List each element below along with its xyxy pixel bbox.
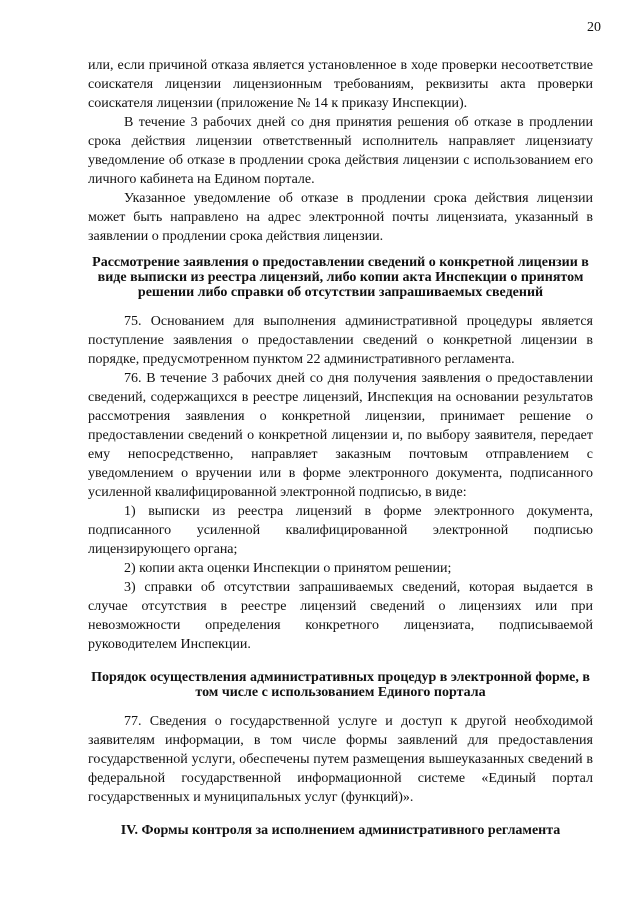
section-heading-electronic-form: Порядок осуществления административных процедур в электронной форме, в том числе с использованием Единого портала — [91, 670, 590, 700]
list-item-1: 1) выписки из реестра лицензий в форме электронного документа, подписанного усиленной квалифицированной электронной подписью лицензирующего органа; — [88, 504, 593, 557]
paragraph-76: 76. В течение 3 рабочих дней со дня получения заявления о предоставлении сведений, содержащихся в реестре лицензий, Инспекция на основании результатов рассмотрения заявления о конкретной лицензии, принимает решение о предоставлении сведений о конкретной лицензии и, по выбору заявителя, передает ему непосредственно, направляет заказным почтовым отправлением с уведомлением о вручении или в форме электронного документа, подписанного усиленной квалифицированной электронной подписью, в виде: — [88, 371, 593, 500]
list-item-2: 2) копии акта оценки Инспекции о принятом решении; — [124, 561, 452, 576]
page-number: 20 — [587, 20, 601, 35]
paragraph-refusal-notice: В течение 3 рабочих дней со дня принятия решения об отказе в продлении срока действия лицензии ответственный исполнитель направляет лицензиату уведомление об отказе в продлении срока действия лицензии с использованием его личного кабинета на Едином портале. — [88, 115, 593, 187]
paragraph-email-notice: Указанное уведомление об отказе в продлении срока действия лицензии может быть направлено на адрес электронной почты лицензиата, указанный в заявлении о продлении срока действия лицензии. — [88, 191, 593, 244]
paragraph-continuation: или, если причиной отказа является установленное в ходе проверки несоответствие соискателя лицензии лицензионным требованиям, реквизиты акта проверки соискателя лицензии (приложение № 14 к приказу Инспекции). — [88, 58, 593, 111]
section-heading-license-info: Рассмотрение заявления о предоставлении сведений о конкретной лицензии в виде выписки из реестра лицензий, либо копии акта Инспекции о принятом решении либо справки об отсутствии запрашиваемых сведений — [92, 255, 589, 300]
chapter-heading-iv: IV. Формы контроля за исполнением административного регламента — [120, 823, 561, 838]
paragraph-77: 77. Сведения о государственной услуге и доступ к другой необходимой заявителям информации, в том числе формы заявлений для предоставления государственной услуги, обеспечены путем размещения вышеуказанных сведений в федеральной государственной информационной системе «Единый портал государственных и муниципальных услуг (функций)». — [88, 714, 593, 805]
list-item-3: 3) справки об отсутствии запрашиваемых сведений, которая выдается в случае отсутствия в реестре лицензий сведений о лицензиях или при невозможности определения конкретного лицензиата, подписываемой руководителем Инспекции. — [88, 580, 593, 652]
paragraph-75: 75. Основанием для выполнения административной процедуры является поступление заявления о предоставлении сведений о конкретной лицензии в порядке, предусмотренном пунктом 22 административного регламента. — [88, 314, 593, 367]
